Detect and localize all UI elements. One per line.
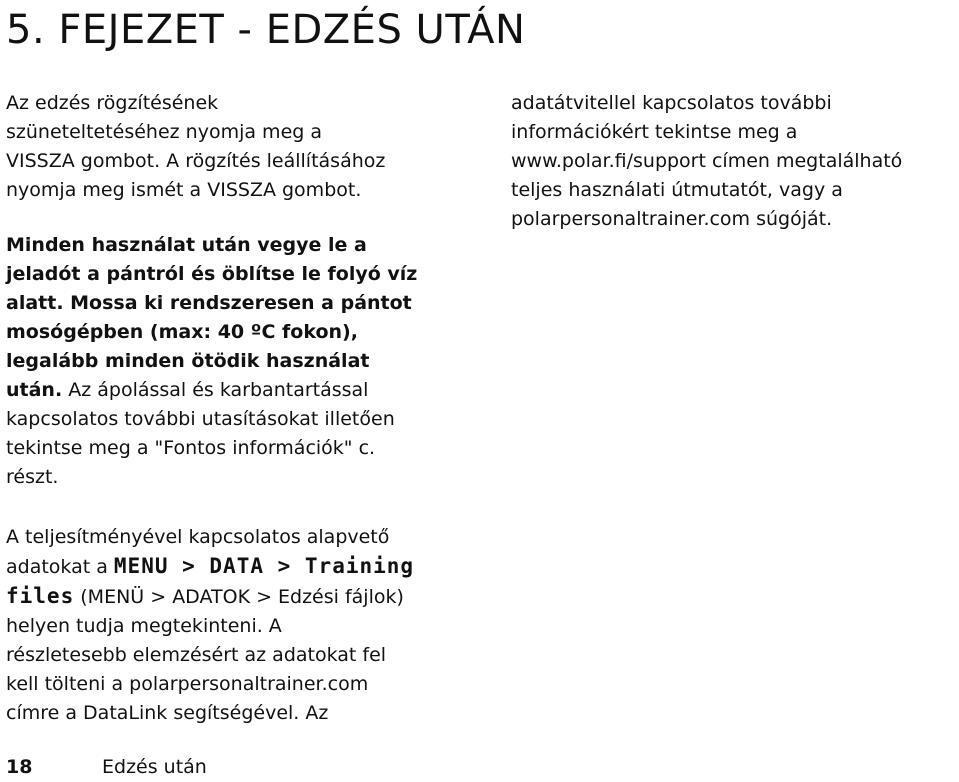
mixed-text-line [6,376,476,405]
text-line: címre a DataLink segítségével. Az [6,702,329,724]
paragraph-care-instructions [6,231,476,492]
paragraph-data-transfer-info [511,89,959,234]
section-name: Edzés után [102,756,207,778]
bold-text-line: Minden használat után vegye le a [6,234,367,256]
bold-text-line: legalább minden ötödik használat [6,350,370,372]
text-line: VISSZA gombot. A rögzítés leállításához [6,150,386,172]
text-line: tekintse meg a "Fontos információk" c. [6,437,376,459]
mixed-text-line [6,582,476,612]
text-line: teljes használati útmutatót, vagy a [511,179,843,201]
text-line: szüneteltetéséhez nyomja meg a [6,121,322,143]
page-title: 5. FEJEZET - EDZÉS UTÁN [6,7,526,53]
text-line: A teljesítményével kapcsolatos alapvető [6,526,390,548]
bold-text-line: mosógépben (max: 40 ºC fokon), [6,321,358,343]
text-line: részletesebb elemzésért az adatokat fel [6,644,387,666]
text-line: kapcsolatos további utasításokat illetően [6,408,395,430]
menu-path-text: MENU > DATA > Training [113,554,415,578]
text: (MENÜ > ADATOK > Edzési fájlok) [74,586,404,608]
text-line: kell tölteni a polarpersonaltrainer.com [6,673,369,695]
text-line: helyen tudja megtekinteni. A [6,615,282,637]
text: adatokat a [6,556,114,578]
paragraph-training-data [6,523,476,728]
bold-text: után. [6,379,63,401]
text-line: Az edzés rögzítésének [6,92,219,114]
menu-path-text: files [6,584,75,608]
page-number: 18 [6,756,33,778]
page-footer [6,753,207,782]
paragraph-pause-recording [6,89,476,205]
text-line: nyomja meg ismét a VISSZA gombot. [6,179,362,201]
text-line: polarpersonaltrainer.com súgóját. [511,208,833,230]
text-line: részt. [6,466,59,488]
mixed-text-line [6,552,476,582]
bold-text-line: jeladót a pántról és öblítse le folyó víz [6,263,418,285]
text-line: információkért tekintse meg a [511,121,798,143]
bold-text-line: alatt. Mossa ki rendszeresen a pántot [6,292,412,314]
text-line: www.polar.fi/support címen megtalálható [511,150,903,172]
text-line: adatátvitellel kapcsolatos további [511,92,832,114]
text: Az ápolással és karbantartással [62,379,369,401]
